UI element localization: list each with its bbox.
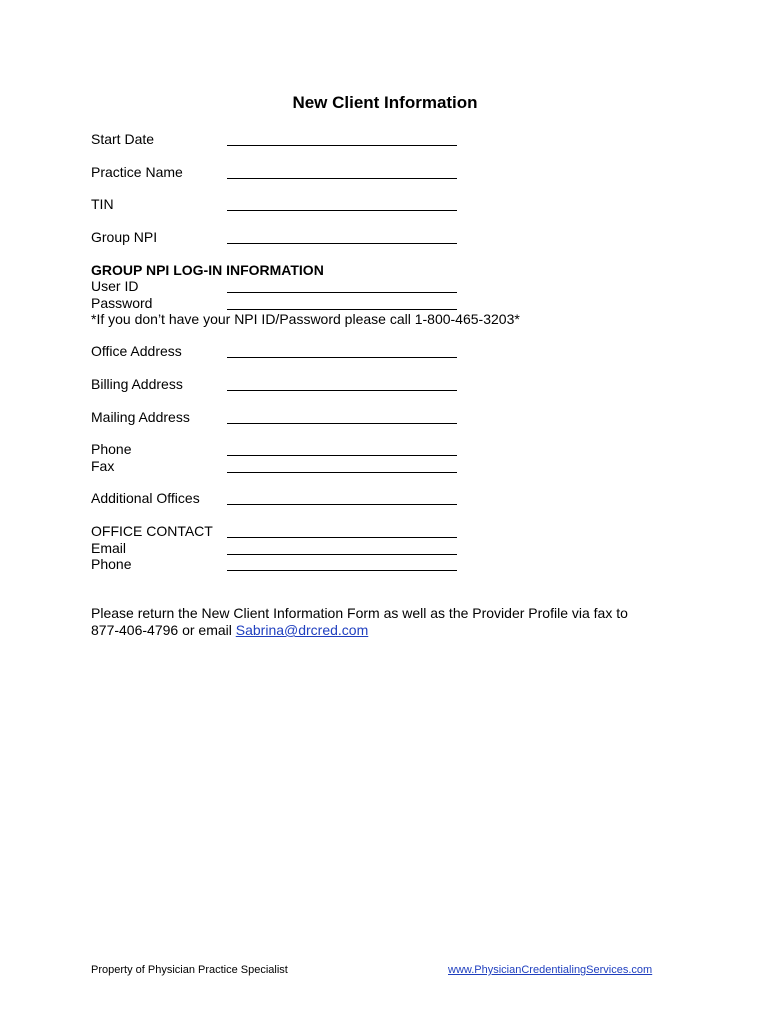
phone-field[interactable] [227, 455, 457, 456]
additional-offices-label: Additional Offices [91, 490, 200, 506]
return-note [91, 605, 691, 639]
return-note-line1: Please return the New Client Information Form as well as the Provider Profile via fax to [91, 605, 628, 621]
email-field[interactable] [227, 554, 457, 555]
office-address-field[interactable] [227, 357, 457, 358]
user-id-field[interactable] [227, 292, 457, 293]
footer-website-link[interactable]: www.PhysicianCredentialingServices.com [448, 964, 653, 976]
mailing-address-label: Mailing Address [91, 409, 190, 425]
group-npi-field[interactable] [227, 243, 457, 244]
login-heading: GROUP NPI LOG-IN INFORMATION [91, 262, 324, 278]
additional-offices-field[interactable] [227, 504, 457, 505]
password-label: Password [91, 295, 153, 311]
billing-address-field[interactable] [227, 390, 457, 391]
practice-name-label: Practice Name [91, 164, 183, 180]
tin-label: TIN [91, 196, 114, 212]
office-contact-field[interactable] [227, 537, 457, 538]
mailing-address-field[interactable] [227, 423, 457, 424]
start-date-label: Start Date [91, 131, 155, 147]
office-address-label: Office Address [91, 343, 182, 359]
billing-address-label: Billing Address [91, 376, 183, 392]
office-contact-label: OFFICE CONTACT [91, 523, 213, 539]
return-note-line2 [91, 622, 691, 639]
page-title: New Client Information [292, 93, 478, 112]
npi-note: *If you don’t have your NPI ID/Password please call 1-800-465-3203* [91, 311, 520, 327]
user-id-label: User ID [91, 278, 139, 294]
return-note-fax: 877-406-4796 or email [91, 622, 236, 638]
email-link[interactable]: Sabrina@drcred.com [235, 622, 369, 638]
fax-field[interactable] [227, 472, 457, 473]
phone-label: Phone [91, 441, 132, 457]
start-date-field[interactable] [227, 145, 457, 146]
password-field[interactable] [227, 309, 457, 310]
contact-phone-field[interactable] [227, 570, 457, 571]
group-npi-label: Group NPI [91, 229, 158, 245]
footer-left: Property of Physician Practice Specialist [91, 964, 288, 976]
practice-name-field[interactable] [227, 178, 457, 179]
tin-field[interactable] [227, 210, 457, 211]
email-label: Email [91, 540, 127, 556]
fax-label: Fax [91, 458, 115, 474]
contact-phone-label: Phone [91, 556, 132, 572]
